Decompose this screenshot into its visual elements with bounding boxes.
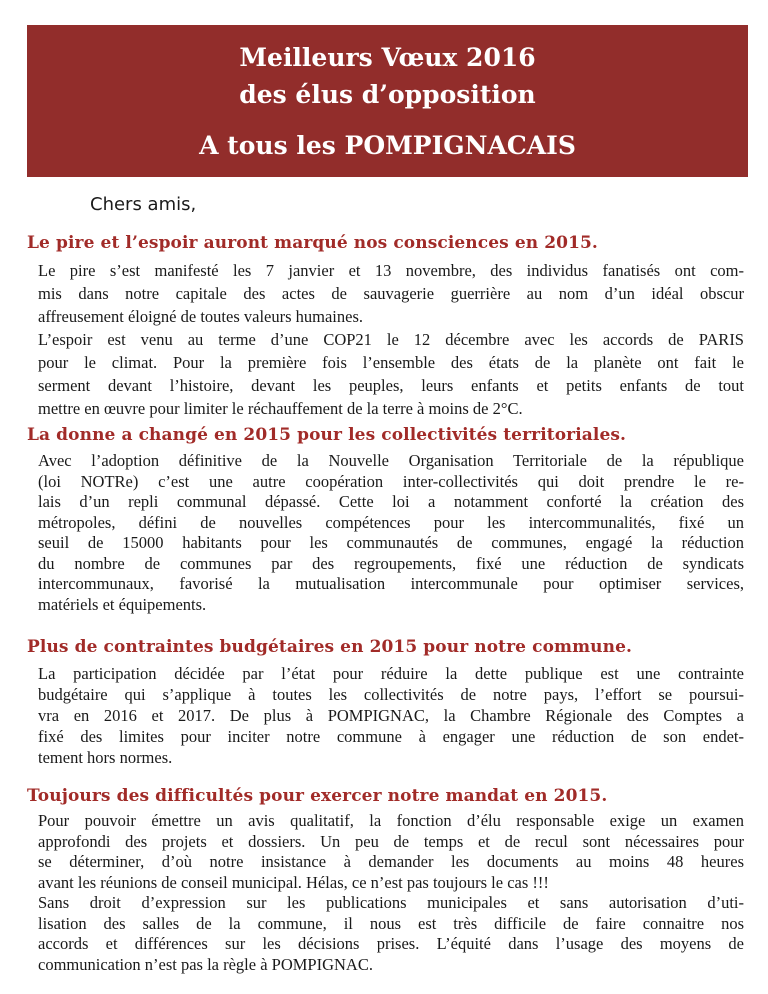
section-heading: La donne a changé en 2015 pour les collectivités territoriales. [27,425,627,445]
text-line: affreusement éloigné de toutes valeurs humaines. [38,307,364,326]
text-line: communication n’est pas la règle à POMPIGNAC. [38,954,373,974]
text-line: fixé des limites pour inciter notre commune à engager une réduction de son endet- [38,727,744,746]
text-line: intercommunaux, favorisé la mutualisation intercommunale pour optimiser services, [38,574,744,593]
text-line: avant les réunions de conseil municipal. Hélas, ce n’est pas toujours le cas !!! [38,872,549,892]
text-line: La participation décidée par l’état pour réduire la dette publique est une contrainte [38,664,744,683]
title-line-1: Meilleurs Vœux 2016 [239,43,536,72]
greeting: Chers amis, [90,194,197,215]
text-line: se déterminer, d’où notre insistance à demander les documents au moins 48 heures [38,852,744,871]
title-line-2: des élus d’opposition [239,80,536,109]
text-line: budgétaire qui s’applique à toutes les collectivités de notre pays, l’effort se poursui- [38,685,744,704]
text-line: pour le climat. Pour la première fois l’ensemble des états de la planète ont fait le [38,353,744,372]
text-line: Sans droit d’expression sur les publications municipales et sans autorisation d’uti- [38,893,744,912]
text-line: matériels et équipements. [38,594,207,614]
section-body [38,259,744,420]
text-line: Avec l’adoption définitive de la Nouvelle Organisation Territoriale de la république [38,451,744,470]
text-line: mettre en œuvre pour limiter le réchauffement de la terre à moins de 2°C. [38,399,523,418]
section-body [38,811,744,975]
section-heading: Toujours des difficultés pour exercer notre mandat en 2015. [27,786,608,806]
section-heading: Plus de contraintes budgétaires en 2015 pour notre commune. [27,637,633,657]
section-heading: Le pire et l’espoir auront marqué nos consciences en 2015. [27,233,598,253]
text-line: seuil de 15000 habitants pour les communautés de communes, engagé la réduction [38,533,744,552]
text-line: lais d’un repli communal dépassé. Cette loi a notamment conforté la création des [38,492,744,511]
text-line: lisation des salles de la commune, il nous est très difficile de faire connaitre nos [38,913,744,933]
text-line: L’espoir est venu au terme d’une COP21 le 12 décembre avec les accords de PARIS [38,330,744,349]
title-line-3: A tous les POMPIGNACAIS [199,131,576,160]
text-line: Pour pouvoir émettre un avis qualitatif, la fonction d’élu responsable exige un examen [38,811,744,830]
text-line: accords et différences sur les décisions prises. L’équité dans l’usage des moyens de [38,934,744,953]
text-line: métropoles, défini de nouvelles compétences pour les intercommunalités, fixé un [38,512,744,532]
text-line: vra en 2016 et 2017. De plus à POMPIGNAC, la Chambre Régionale des Comptes a [38,706,744,725]
text-line: du nombre de communes par des regroupements, fixé une réduction de syndicats [38,553,744,573]
text-line: approfondi des projets et dossiers. Un peu de temps et de recul sont nécessaires pour [38,831,744,851]
title-banner [27,25,748,177]
text-line: (loi NOTRe) c’est une autre coopération inter-collectivités qui doit prendre le re- [38,471,744,491]
section-body [38,451,744,615]
section-body [38,663,744,768]
text-line: serment devant l’histoire, devant les peuples, leurs enfants et petits enfants de tout [38,376,744,395]
text-line: tement hors normes. [38,748,173,767]
text-line: mis dans notre capitale des actes de sauvagerie guerrière au nom d’un idéal obscur [38,284,744,303]
text-line: Le pire s’est manifesté les 7 janvier et 13 novembre, des individus fanatisés ont com- [38,261,744,280]
